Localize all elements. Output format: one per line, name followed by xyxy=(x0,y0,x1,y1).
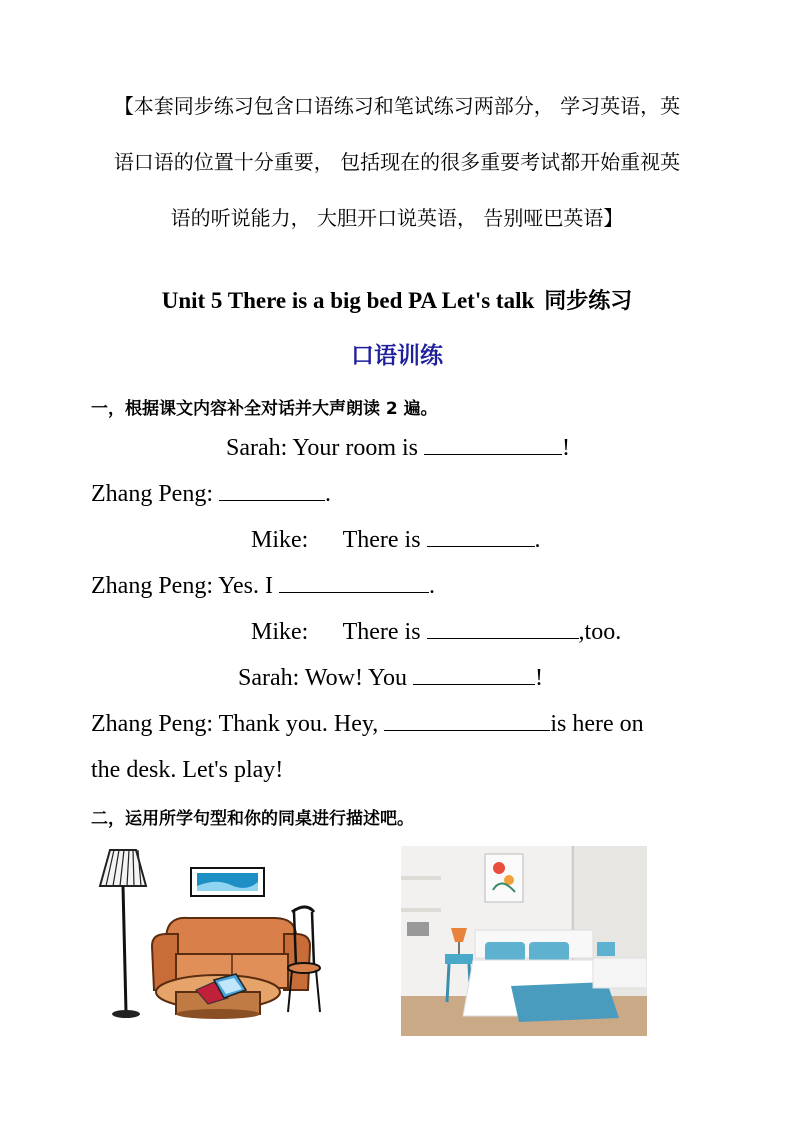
dialogue-text-end: ! xyxy=(562,435,571,461)
dialogue-text: There is xyxy=(342,527,421,553)
dialogue-text-end: . xyxy=(429,573,436,599)
speaker: Zhang Peng: xyxy=(91,573,213,599)
speaker: Sarah: xyxy=(226,435,288,461)
dialogue-text-end: is here on xyxy=(550,711,644,737)
dialogue-line-7 xyxy=(91,709,644,739)
dialogue-text: Yes. I xyxy=(218,573,274,599)
unit-title-cn: 同步练习 xyxy=(544,288,633,314)
dialogue-continuation: the desk. Let's play! xyxy=(91,757,284,783)
unit-title xyxy=(0,284,794,315)
floor-lamp-icon xyxy=(100,850,146,1018)
answer-blank[interactable] xyxy=(219,479,325,501)
coffee-table-icon xyxy=(156,974,280,1019)
intro-line-2: 语口语的位置十分重要， 包括现在的很多重要考试都开始重视英 xyxy=(113,150,681,174)
dialogue-text: Thank you. Hey, xyxy=(218,711,379,737)
answer-blank[interactable] xyxy=(424,433,562,455)
dialogue-text: Your room is xyxy=(292,435,419,461)
speaker: Zhang Peng: xyxy=(91,481,213,507)
intro-line-3: 语的听说能力， 大胆开口说英语， 告别哑巴英语】 xyxy=(170,206,624,230)
answer-blank[interactable] xyxy=(413,663,535,685)
answer-blank[interactable] xyxy=(427,617,579,639)
section-subtitle: 口语训练 xyxy=(351,343,443,369)
answer-blank[interactable] xyxy=(384,709,550,731)
dialogue-text-end: . xyxy=(324,481,331,507)
intro-line-1: 【本套同步练习包含口语练习和笔试练习两部分， 学习英语，英 xyxy=(113,94,681,118)
answer-blank[interactable] xyxy=(279,571,429,593)
speaker: Sarah: xyxy=(238,665,300,691)
dialogue-text-end: . xyxy=(534,527,541,553)
dialogue-text: Wow! You xyxy=(304,665,407,691)
dialogue-line-6 xyxy=(238,663,543,693)
intro-paragraph xyxy=(88,78,706,246)
dialogue-text-end: ! xyxy=(534,665,543,691)
dialogue-line-4 xyxy=(91,571,435,601)
wall-picture-icon xyxy=(191,868,264,896)
section-two-heading: 二，运用所学句型和你的同桌进行描述吧。 xyxy=(91,809,414,829)
clock-icon xyxy=(407,922,429,936)
speaker: Mike: xyxy=(251,527,309,553)
living-room-illustration xyxy=(96,842,322,1022)
dialogue-line-5 xyxy=(251,617,621,647)
dialogue-line-2 xyxy=(91,479,331,509)
unit-title-en: Unit 5 There is a big bed PA Let's talk xyxy=(161,288,535,313)
speaker: Zhang Peng: xyxy=(91,711,213,737)
dialogue-text-end: ,too. xyxy=(578,619,622,645)
answer-blank[interactable] xyxy=(427,525,535,547)
speaker: Mike: xyxy=(251,619,309,645)
wall-art-icon xyxy=(485,854,523,902)
dialogue-line-3 xyxy=(251,525,541,555)
section-one-heading: 一，根据课文内容补全对话并大声朗读 2 遍。 xyxy=(91,399,438,419)
dialogue-text: There is xyxy=(342,619,421,645)
bedroom-photo xyxy=(401,846,647,1036)
dialogue-line-1 xyxy=(226,433,570,463)
